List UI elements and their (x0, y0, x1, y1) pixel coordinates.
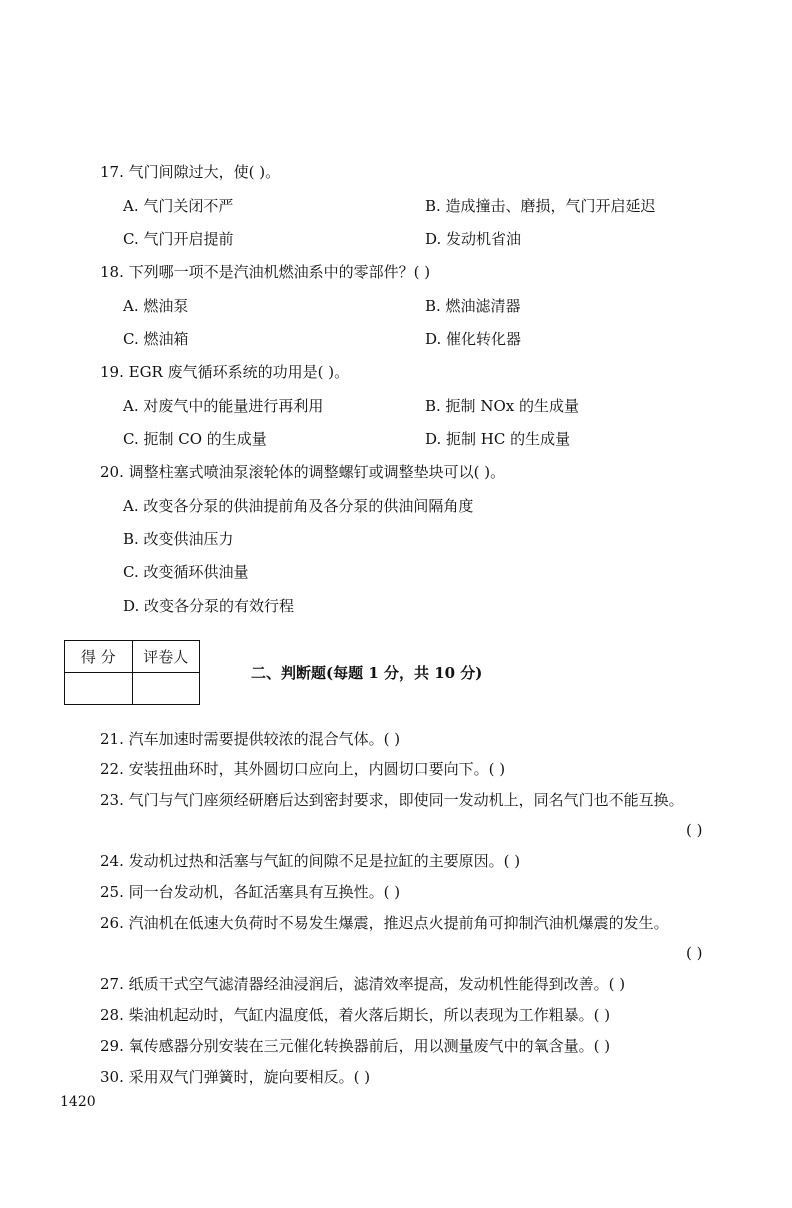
question-17-option-b: B. 造成撞击、磨损，气门开启延迟 (425, 197, 656, 215)
question-17-option-a: A. 气门关闭不严 (123, 197, 234, 215)
question-17-option-c: C. 气门开启提前 (123, 230, 234, 248)
question-26-answer-paren: ( ) (686, 944, 703, 962)
score-header: 得 分 (65, 641, 133, 673)
question-17-stem: 17. 气门间隙过大，使( )。 (100, 163, 281, 181)
question-25: 25. 同一台发动机，各缸活塞具有互换性。( ) (100, 883, 401, 901)
question-17-option-d: D. 发动机省油 (425, 230, 522, 248)
question-19-option-a: A. 对废气中的能量进行再利用 (123, 397, 324, 415)
question-26: 26. 汽油机在低速大负荷时不易发生爆震，推迟点火提前角可抑制汽油机爆震的发生。 (100, 914, 669, 932)
question-23-answer-paren: ( ) (686, 821, 703, 839)
question-22: 22. 安装扭曲环时，其外圆切口应向上，内圆切口要向下。( ) (100, 760, 506, 778)
section-2-title: 二、判断题(每题 1 分，共 10 分) (251, 664, 483, 682)
grader-cell[interactable] (132, 673, 200, 705)
question-29: 29. 氧传感器分别安装在三元催化转换器前后，用以测量废气中的氧含量。( ) (100, 1037, 611, 1055)
question-21: 21. 汽车加速时需要提供较浓的混合气体。( ) (100, 730, 401, 748)
question-20-stem: 20. 调整柱塞式喷油泵滚轮体的调整螺钉或调整垫块可以( )。 (100, 463, 506, 481)
question-18-option-b: B. 燃油滤清器 (425, 297, 521, 315)
question-18-option-a: A. 燃油泵 (123, 297, 189, 315)
score-table (64, 640, 200, 705)
question-19-option-d: D. 扼制 HC 的生成量 (425, 430, 571, 448)
page-number: 1420 (60, 1094, 96, 1110)
question-28: 28. 柴油机起动时，气缸内温度低，着火落后期长，所以表现为工作粗暴。( ) (100, 1006, 611, 1024)
grader-header: 评卷人 (132, 641, 200, 673)
score-cell[interactable] (65, 673, 133, 705)
question-23: 23. 气门与气门座须经研磨后达到密封要求，即使同一发动机上，同名气门也不能互换。 (100, 791, 684, 809)
question-19-option-b: B. 扼制 NOx 的生成量 (425, 397, 579, 415)
question-19-option-c: C. 扼制 CO 的生成量 (123, 430, 267, 448)
question-18-option-c: C. 燃油箱 (123, 330, 189, 348)
question-30: 30. 采用双气门弹簧时，旋向要相反。( ) (100, 1068, 371, 1086)
question-20-option-a: A. 改变各分泵的供油提前角及各分泵的供油间隔角度 (123, 497, 474, 515)
question-27: 27. 纸质干式空气滤清器经油浸润后，滤清效率提高，发动机性能得到改善。( ) (100, 975, 626, 993)
question-20-option-c: C. 改变循环供油量 (123, 563, 249, 581)
question-20-option-d: D. 改变各分泵的有效行程 (123, 597, 295, 615)
question-18-stem: 18. 下列哪一项不是汽油机燃油系中的零部件？( ) (100, 263, 431, 281)
question-19-stem: 19. EGR 废气循环系统的功用是( )。 (100, 363, 350, 381)
question-18-option-d: D. 催化转化器 (425, 330, 522, 348)
question-24: 24. 发动机过热和活塞与气缸的间隙不足是拉缸的主要原因。( ) (100, 852, 521, 870)
question-20-option-b: B. 改变供油压力 (123, 530, 234, 548)
